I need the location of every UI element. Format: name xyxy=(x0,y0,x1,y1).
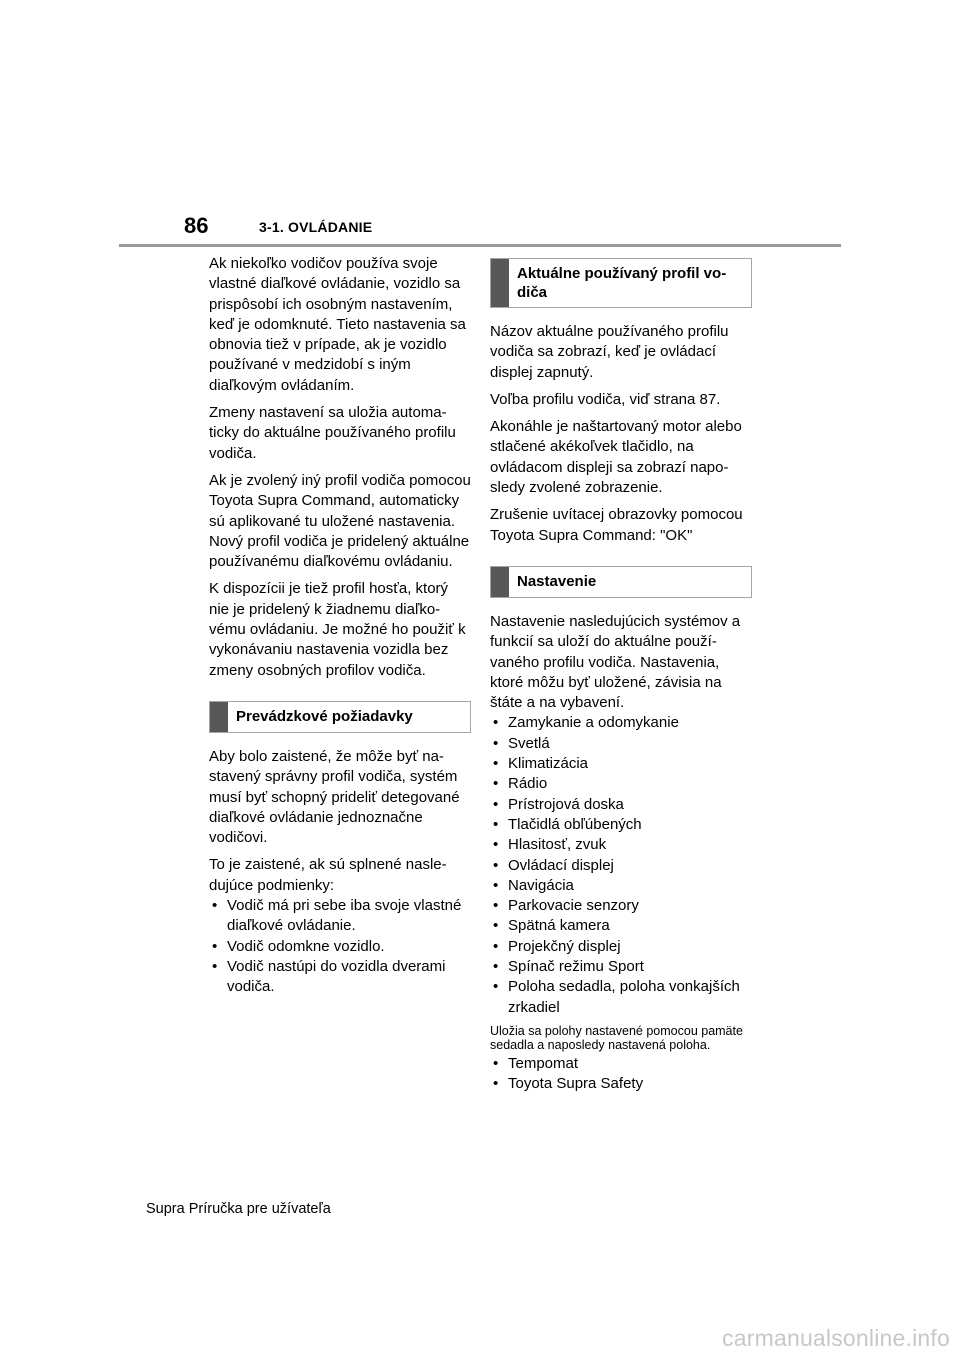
section-title: Prevádzkové požiadavky xyxy=(236,707,413,725)
section-title: Nastavenie xyxy=(517,572,597,590)
list-item: • Rádio xyxy=(490,774,752,794)
list-item: • Projekčný displej xyxy=(490,937,752,957)
paragraph: Nastavenie nasledujúcich systémov a funkcií sa uloží do aktuálne používaného profilu vodiča. Nastavenia, ktoré môžu byť uložené, závisia na štáte a na vybavení. xyxy=(490,612,741,712)
list-item: • Spätná kamera xyxy=(490,916,752,936)
paragraph: Zrušenie uvítacej obrazovky pomocou Toyota Supra Command: "OK" xyxy=(490,506,743,544)
watermark-text: carmanualsonline.info xyxy=(722,1325,950,1351)
list-item: • Svetlá xyxy=(490,734,752,754)
list-item: • Vodič má pri sebe iba svoje vlastné diaľkové ovládanie. xyxy=(209,896,471,937)
settings-list xyxy=(490,713,752,1017)
list-item: • Vodič odomkne vozidlo. xyxy=(209,937,471,957)
left-column xyxy=(209,254,471,1005)
list-item: • Prístrojová doska xyxy=(490,795,752,815)
settings-list-continued xyxy=(490,1054,752,1095)
paragraph: K dispozícii je tiež profil hosťa, ktorý nie je pridelený k žiadnemu diaľkovému ovládaniu. Je možné ho použiť k vykonávaniu nastavenia vozidla bez zmeny osobných profilov vodiča. xyxy=(209,580,466,679)
section-marker xyxy=(491,567,509,597)
chapter-title: 3-1. OVLÁDANIE xyxy=(259,219,373,235)
section-heading-settings xyxy=(490,566,752,598)
conditions-list xyxy=(209,896,471,997)
right-column xyxy=(490,258,752,1102)
paragraph: Ak je zvolený iný profil vodiča pomocou Toyota Supra Command, automaticky sú aplikované tu uložené nastavenia. Nový profil vodiča je pridelený aktuálne používanému diaľkovému ovládaniu. xyxy=(209,471,471,571)
list-item: • Parkovacie senzory xyxy=(490,896,752,916)
paragraph: Ak niekoľko vodičov používa svoje vlastné diaľkové ovládanie, vozidlo sa prispôsobí ich osobným nastavením, keď je odomknuté. Tieto nastavenia sa obnovia tiež v prípade, ak je vozidlo používané v medzidobí s iným diaľkovým ovládaním. xyxy=(209,255,466,394)
list-item: • Navigácia xyxy=(490,876,752,896)
section-heading-current-profile xyxy=(490,258,752,308)
header-rule xyxy=(119,244,841,247)
paragraph: Zmeny nastavení sa uložia automaticky do aktuálne používaného profilu vodiča. xyxy=(209,404,456,462)
list-item: • Tlačidlá obľúbených xyxy=(490,815,752,835)
list-item: • Vodič nastúpi do vozidla dverami vodiča. xyxy=(209,957,471,998)
list-item: • Klimatizácia xyxy=(490,754,752,774)
paragraph: Názov aktuálne používaného profilu vodiča sa zobrazí, keď je ovládací displej zapnutý. xyxy=(490,323,729,381)
paragraph: Voľba profilu vodiča, viď strana 87. xyxy=(490,390,721,408)
section-heading-requirements xyxy=(209,701,471,733)
list-item: • Poloha sedadla, poloha vonkajších zrkadiel xyxy=(490,977,752,1018)
section-title: Aktuálne používaný profil vodiča xyxy=(517,265,727,301)
note-text: Uložia sa polohy nastavené pomocou pamäte sedadla a naposledy nastavená poloha. xyxy=(490,1023,743,1052)
list-item: • Toyota Supra Safety xyxy=(490,1074,752,1094)
list-item: • Spínač režimu Sport xyxy=(490,957,752,977)
paragraph: Akonáhle je naštartovaný motor alebo stlačené akékoľvek tlačidlo, na ovládacom displeji sa zobrazí naposledy zvolené zobrazenie. xyxy=(490,418,742,497)
list-item: • Tempomat xyxy=(490,1054,752,1074)
paragraph: To je zaistené, ak sú splnené nasledujúce podmienky: xyxy=(209,856,447,894)
section-marker xyxy=(491,259,509,307)
page-number: 86 xyxy=(184,213,209,238)
list-item: • Zamykanie a odomykanie xyxy=(490,713,752,733)
section-marker xyxy=(210,702,228,732)
list-item: • Ovládací displej xyxy=(490,856,752,876)
paragraph: Aby bolo zaistené, že môže byť nastavený správny profil vodiča, systém musí byť schopný prideliť detegované diaľkové ovládanie jednoznačne vodičovi. xyxy=(209,747,460,847)
list-item: • Hlasitosť, zvuk xyxy=(490,835,752,855)
footer-text: Supra Príručka pre užívateľa xyxy=(146,1201,331,1217)
